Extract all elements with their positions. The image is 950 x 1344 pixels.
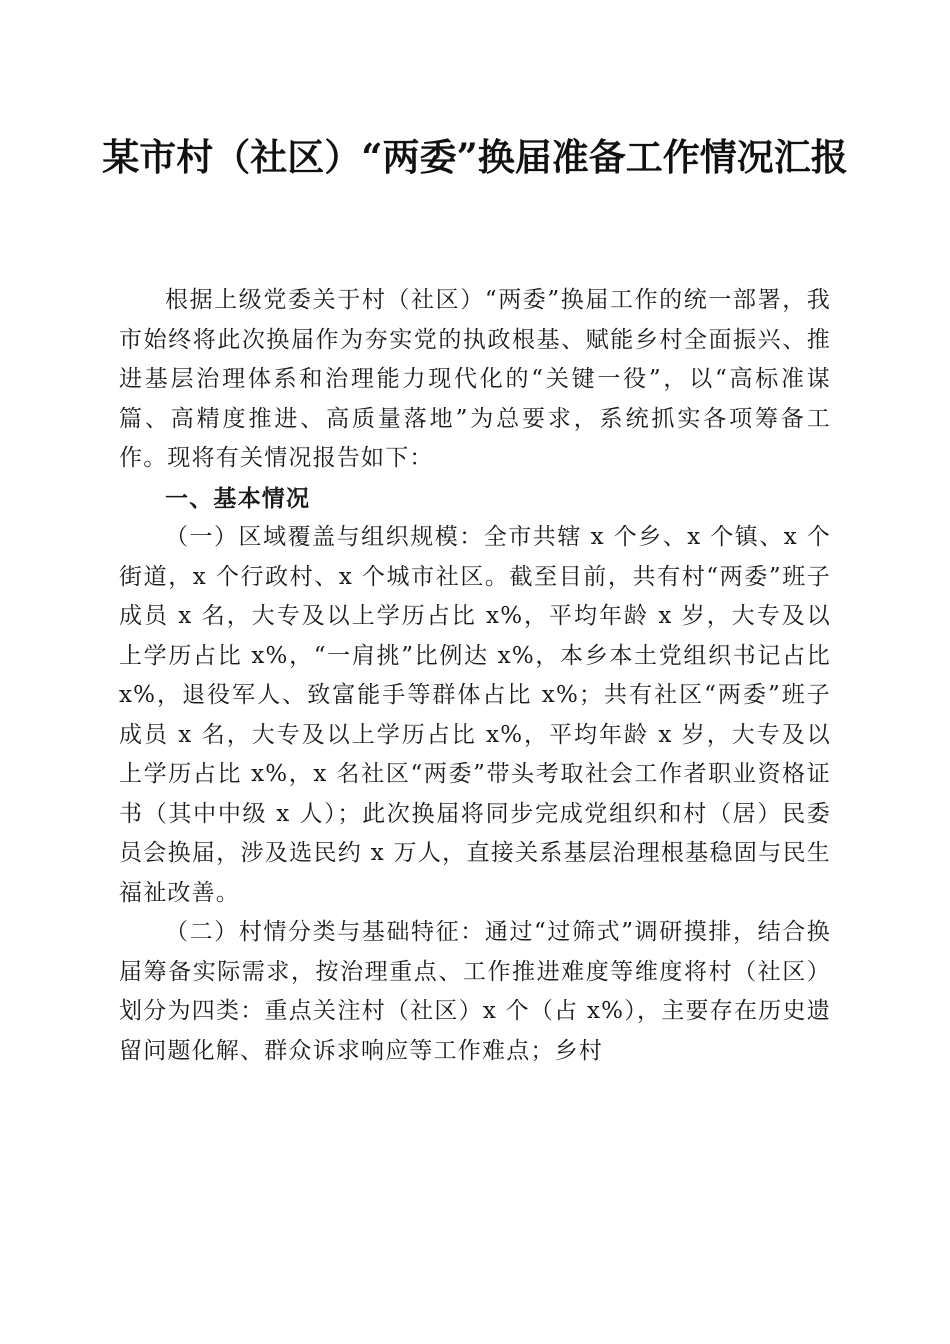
intro-paragraph: 根据上级党委关于村（社区）“两委”换届工作的统一部署，我市始终将此次换届作为夯实党的执政根基、赋能乡村全面振兴、推进基层治理体系和治理能力现代化的“关键一役”，以“高标准谋篇、高精度推进、高质量落地”为总要求，系统抓实各项筹备工作。现将有关情况报告如下： [119, 287, 831, 471]
document-body [119, 281, 831, 1071]
paragraph-village-classification: （二）村情分类与基础特征：通过“过筛式”调研摸排，结合换届筹备实际需求，按治理重点、工作推进难度等维度将村（社区）划分为四类：重点关注村（社区）x 个（占 x%），主要存在历史遗留问题化解、群众诉求响应等工作难点；乡村 [119, 919, 831, 1064]
section-heading-basic: 一、基本情况 [165, 484, 311, 512]
paragraph-region-coverage: （一）区域覆盖与组织规模：全市共辖 x 个乡、x 个镇、x 个街道，x 个行政村、x 个城市社区。截至目前，共有村“两委”班子成员 x 名，大专及以上学历占比 x%，平均年龄 x 岁，大专及以上学历占比 x%，“一肩挑”比例达 x%，本乡本土党组织书记占比 x%，退役军人、致富能手等群体占比 x%；共有社区“两委”班子成员 x 名，大专及以上学历占比 x%，平均年龄 x 岁，大专及以上学历占比 x%，x 名社区“两委”带头考取社会工作者职业资格证书（其中中级 x 人）；此次换届将同步完成党组织和村（居）民委员会换届，涉及选民约 x 万人，直接关系基层治理根基稳固与民生福祉改善。 [119, 524, 831, 906]
document-title: 某市村（社区）“两委”换届准备工作情况汇报 [102, 135, 848, 179]
